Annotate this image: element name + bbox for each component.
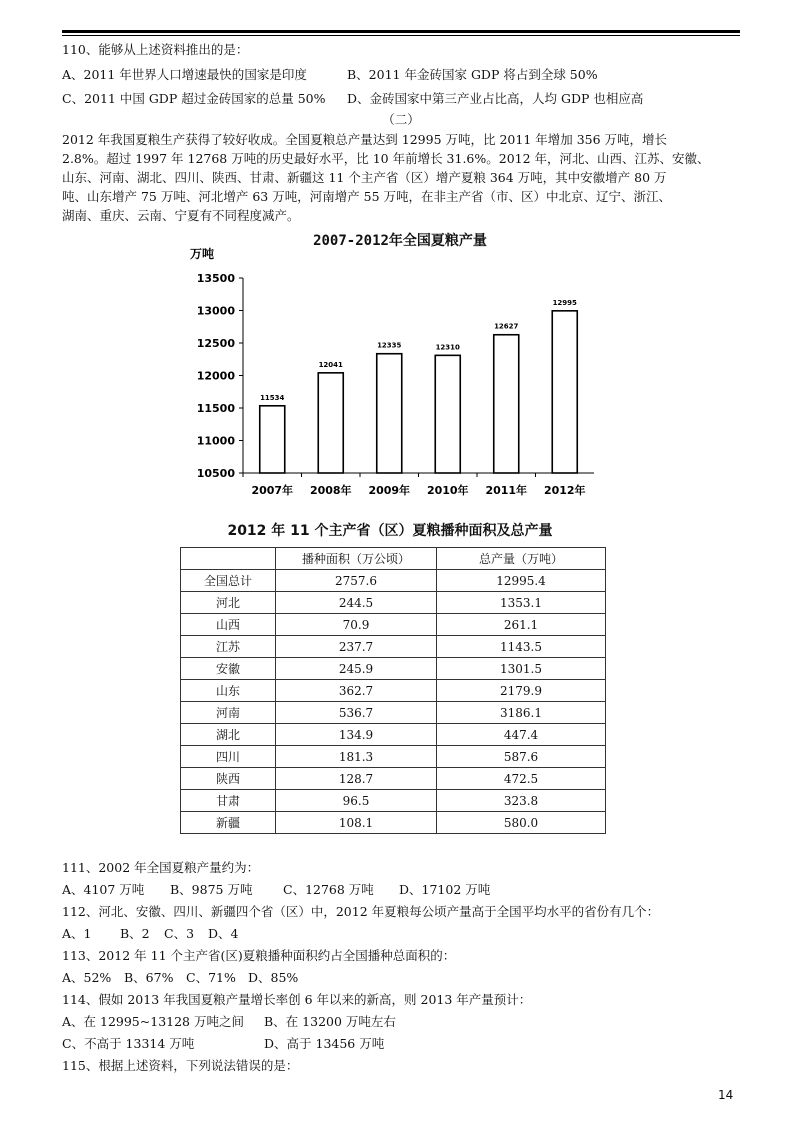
q112-option-c: C、3: [164, 926, 195, 941]
q114-option-a: A、在 12995~13128 万吨之间: [62, 1014, 244, 1029]
chart-title: 2007-2012年全国夏粮产量: [313, 233, 487, 249]
q112-option-b: B、2: [120, 926, 150, 941]
y-tick-label: 10500: [196, 467, 235, 480]
bar-data-label: 11534: [260, 393, 285, 402]
table-row: [181, 680, 606, 702]
bar-data-label: 12310: [435, 343, 460, 352]
q110-option-a: A、2011 年世界人口增速最快的国家是印度: [62, 67, 307, 82]
q111-option-d: D、17102 万吨: [399, 882, 491, 897]
table-cell-output: 587.6: [437, 746, 606, 768]
y-tick-label: 13000: [196, 304, 235, 318]
paragraph-line-5: 湖南、重庆、云南、宁夏有不同程度减产。: [62, 208, 300, 223]
table-cell-output: 1353.1: [437, 592, 606, 614]
q114-question: 114、假如 2013 年我国夏粮产量增长率创 6 年以来的新高，则 2013 年产量预计：: [62, 992, 532, 1007]
table-cell-area: 2757.6: [276, 570, 437, 592]
table-cell-region: 江苏: [181, 636, 276, 658]
q110-options-row2: [62, 91, 752, 107]
table-cell-output: 12995.4: [437, 570, 606, 592]
bar-chart: [180, 240, 600, 510]
table-cell-area: 128.7: [276, 768, 437, 790]
y-tick-label: 12500: [196, 337, 235, 350]
q112-options: [62, 926, 752, 942]
page-number: 14: [718, 1088, 734, 1102]
table-row: [181, 702, 606, 724]
table-cell-region: 甘肃: [181, 790, 276, 812]
q112-question: 112、河北、安徽、四川、新疆四个省（区）中，2012 年夏粮每公顷产量高于全国平均水平的省份有几个：: [62, 904, 660, 919]
bar: [552, 311, 577, 473]
q113-option-a: A、52%: [62, 970, 112, 985]
y-tick-label: 11500: [196, 402, 235, 415]
table-row: [181, 724, 606, 746]
q114-options-row2: [62, 1036, 752, 1052]
q114-option-b: B、在 13200 万吨左右: [264, 1014, 396, 1029]
bar: [377, 354, 402, 473]
table-cell-region: 湖北: [181, 724, 276, 746]
q110-option-c: C、2011 中国 GDP 超过金砖国家的总量 50%: [62, 91, 326, 106]
table-row: [181, 658, 606, 680]
q113-option-d: D、85%: [248, 970, 299, 985]
bar-data-label: 12627: [494, 322, 519, 331]
header-rule-thin: [62, 35, 740, 36]
table-cell-output: 323.8: [437, 790, 606, 812]
paragraph-line-2: 2.8%。超过 1997 年 12768 万吨的历史最好水平，比 10 年前增长 31.6%。2012 年，河北、山西、江苏、安徽、: [62, 151, 710, 166]
table-cell-area: 70.9: [276, 614, 437, 636]
table-header-cell: 播种面积（万公顷）: [276, 548, 437, 570]
q112-option-a: A、1: [62, 926, 92, 941]
header-rule-thick: [62, 30, 740, 33]
paragraph-line-1: 2012 年我国夏粮生产获得了较好收成。全国夏粮总产量达到 12995 万吨，比 2011 年增加 356 万吨，增长: [62, 132, 668, 147]
table-header-row: [181, 548, 606, 570]
x-tick-label: 2012年: [543, 484, 586, 497]
table-row: [181, 636, 606, 658]
section-label: （二）: [382, 112, 420, 127]
x-tick-label: 2011年: [485, 484, 528, 497]
crop-table: [180, 547, 606, 834]
q113-options: [62, 970, 752, 986]
table-cell-area: 362.7: [276, 680, 437, 702]
table-cell-area: 245.9: [276, 658, 437, 680]
bar-data-label: 12335: [377, 341, 402, 350]
table-cell-output: 261.1: [437, 614, 606, 636]
q111-option-b: B、9875 万吨: [170, 882, 253, 897]
x-tick-label: 2008年: [309, 484, 352, 497]
table-row: [181, 570, 606, 592]
y-tick-label: 11000: [196, 434, 235, 448]
table-cell-area: 96.5: [276, 790, 437, 812]
q115-question: 115、根据上述资料，下列说法错误的是：: [62, 1058, 299, 1073]
table-row: [181, 746, 606, 768]
table-cell-area: 134.9: [276, 724, 437, 746]
q111-option-c: C、12768 万吨: [283, 882, 374, 897]
q113-question: 113、2012 年 11 个主产省(区)夏粮播种面积约占全国播种总面积的：: [62, 948, 456, 963]
bar-data-label: 12041: [318, 360, 343, 369]
bar: [318, 373, 343, 473]
table-header-cell: [181, 548, 276, 570]
table-row: [181, 768, 606, 790]
table-cell-region: 陕西: [181, 768, 276, 790]
y-tick-label: 12000: [196, 369, 235, 383]
table-cell-output: 2179.9: [437, 680, 606, 702]
q110-option-b: B、2011 年金砖国家 GDP 将占到全球 50%: [347, 67, 598, 82]
table-body: [181, 570, 606, 834]
q111-options: [62, 882, 752, 898]
table-row: [181, 812, 606, 834]
table-cell-area: 536.7: [276, 702, 437, 724]
table-cell-output: 580.0: [437, 812, 606, 834]
x-tick-label: 2007年: [251, 484, 294, 497]
y-axis-unit-label: 万吨: [190, 247, 215, 261]
table-cell-area: 237.7: [276, 636, 437, 658]
q114-options-row1: [62, 1014, 752, 1030]
table-cell-area: 108.1: [276, 812, 437, 834]
table-cell-area: 244.5: [276, 592, 437, 614]
q110-question: 110、能够从上述资料推出的是：: [62, 42, 249, 57]
paragraph-line-3: 山东、河南、湖北、四川、陕西、甘肃、新疆这 11 个主产省（区）增产夏粮 364 万吨，其中安徽增产 80 万: [62, 170, 667, 185]
table-cell-region: 山西: [181, 614, 276, 636]
table-cell-region: 四川: [181, 746, 276, 768]
table-row: [181, 790, 606, 812]
table-cell-region: 安徽: [181, 658, 276, 680]
table-cell-region: 河北: [181, 592, 276, 614]
table-header-cell: 总产量（万吨）: [437, 548, 606, 570]
q111-option-a: A、4107 万吨: [62, 882, 145, 897]
table-cell-region: 河南: [181, 702, 276, 724]
table-cell-output: 1143.5: [437, 636, 606, 658]
table-row: [181, 592, 606, 614]
bar-data-label: 12995: [552, 298, 577, 307]
q113-option-b: B、67%: [124, 970, 174, 985]
bar: [260, 406, 285, 473]
q111-question: 111、2002 年全国夏粮产量约为：: [62, 860, 260, 875]
table-row: [181, 614, 606, 636]
table-title: 2012 年 11 个主产省（区）夏粮播种面积及总产量: [227, 523, 553, 539]
table-cell-output: 1301.5: [437, 658, 606, 680]
x-tick-label: 2010年: [426, 484, 469, 497]
table-cell-output: 472.5: [437, 768, 606, 790]
q114-option-c: C、不高于 13314 万吨: [62, 1036, 195, 1051]
table-cell-region: 全国总计: [181, 570, 276, 592]
table-cell-region: 新疆: [181, 812, 276, 834]
q110-option-d: D、金砖国家中第三产业占比高，人均 GDP 也相应高: [347, 91, 644, 106]
table-cell-area: 181.3: [276, 746, 437, 768]
y-tick-label: 13500: [196, 272, 235, 285]
q114-option-d: D、高于 13456 万吨: [264, 1036, 385, 1051]
q110-options-row1: [62, 67, 752, 83]
q113-option-c: C、71%: [186, 970, 236, 985]
paragraph-line-4: 吨、山东增产 75 万吨、河北增产 63 万吨，河南增产 55 万吨，在非主产省（市、区）中北京、辽宁、浙江、: [62, 189, 672, 204]
q112-option-d: D、4: [208, 926, 239, 941]
table-cell-region: 山东: [181, 680, 276, 702]
table-cell-output: 3186.1: [437, 702, 606, 724]
bar: [435, 355, 460, 473]
bar: [494, 335, 519, 473]
table-cell-output: 447.4: [437, 724, 606, 746]
x-tick-label: 2009年: [368, 484, 411, 497]
